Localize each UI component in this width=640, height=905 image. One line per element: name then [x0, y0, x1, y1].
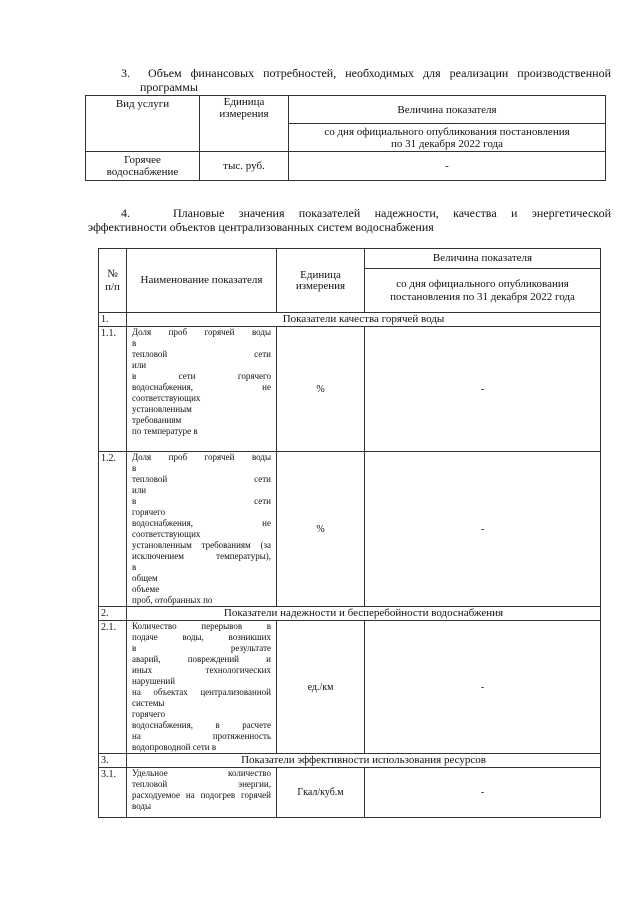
row-name-line: в сети [132, 496, 271, 506]
row-name-line: в [132, 338, 137, 348]
col-header-name: Наименование показателя [127, 249, 277, 313]
row-name-line: по температуре в [132, 426, 198, 436]
row-name-line: водоснабжения, не [132, 518, 271, 528]
section-num: 2. [99, 607, 127, 621]
col-header-period: со дня официального опубликования постановления по 31 декабря 2022 года [289, 124, 606, 152]
row-name-line: горячего [132, 507, 166, 517]
row-name-line: в [132, 562, 137, 572]
row-name-line: Доля проб горячей воды [132, 327, 271, 337]
row-name [127, 452, 277, 607]
row-name-line: соответствующих [132, 529, 201, 539]
row-name [127, 621, 277, 754]
row-num: 1.2. [99, 452, 127, 607]
row-name-line: или [132, 485, 147, 495]
row-name-line: тепловой энергии, [132, 779, 271, 789]
section4-heading [121, 206, 611, 220]
row-num: 3.1. [99, 768, 127, 818]
col-header-value: Величина показателя [289, 96, 606, 124]
section3-number: 3. [121, 66, 130, 80]
row-name-line: воды [132, 801, 152, 811]
row-name-line: объеме [132, 584, 160, 594]
col-header-period: со дня официального опубликования постановления по 31 декабря 2022 года [365, 269, 601, 313]
row-value: - [365, 768, 601, 818]
row-num: 1.1. [99, 327, 127, 452]
row-name-line: в результате [132, 643, 271, 653]
row-name-line: тепловой сети [132, 474, 271, 484]
section-num: 1. [99, 313, 127, 327]
row-name [127, 768, 277, 818]
row-name-line: соответствующих [132, 393, 201, 403]
row-unit: ед./км [277, 621, 365, 754]
row-name-line: на объектах централизованной [132, 687, 271, 697]
indicators-table [98, 248, 601, 818]
row-name-line: на протяженность [132, 731, 271, 741]
row-value: - [365, 452, 601, 607]
row-name [127, 327, 277, 452]
col-header-unit: Единица измерения [277, 249, 365, 313]
table-row [99, 621, 601, 754]
row-name-line: тепловой сети [132, 349, 271, 359]
row-name-line: расходуемое на подогрев горячей [132, 790, 271, 800]
row-name-line: установленным [132, 404, 192, 414]
table-row [99, 327, 601, 452]
section-num: 3. [99, 754, 127, 768]
row-name-line: установленным требованиям (за [132, 540, 271, 550]
section4-heading-line1: Плановые значения показателей надежности, качества и энергетической [172, 206, 611, 220]
service-cell: Горячее водоснабжение [86, 152, 200, 181]
row-name-line: водопроводной сети в [132, 742, 217, 752]
row-name-line: нарушений [132, 676, 176, 686]
section-row [99, 607, 601, 621]
row-name-line: подаче воды, возникших [132, 632, 271, 642]
row-unit: % [277, 327, 365, 452]
section-row [99, 754, 601, 768]
row-name-line: системы [132, 698, 165, 708]
financial-needs-table [85, 95, 606, 181]
row-name-line: или [132, 360, 147, 370]
section-title: Показатели качества горячей воды [127, 313, 601, 327]
section-title: Показатели эффективности использования ресурсов [127, 754, 601, 768]
row-name-line: в сети горячего [132, 371, 271, 381]
row-name-line: в [132, 463, 137, 473]
row-unit: Гкал/куб.м [277, 768, 365, 818]
unit-cell: тыс. руб. [200, 152, 289, 181]
col-header-num [99, 249, 127, 313]
section3-heading-line2: программы [140, 80, 198, 94]
value-cell: - [289, 152, 606, 181]
section-title: Показатели надежности и бесперебойности водоснабжения [127, 607, 601, 621]
table-row [86, 152, 606, 181]
row-name-line: требованиям [132, 415, 182, 425]
section4-heading-line2: эффективности объектов централизованных систем водоснабжения [88, 220, 434, 234]
row-value: - [365, 327, 601, 452]
section-row [99, 313, 601, 327]
row-name-line: Количество перерывов в [132, 621, 271, 631]
row-name-line: общем [132, 573, 158, 583]
row-unit: % [277, 452, 365, 607]
section4-number: 4. [121, 206, 130, 220]
row-name-line: Удельное количество [132, 768, 271, 778]
row-name-line: горячего [132, 709, 166, 719]
row-value: - [365, 621, 601, 754]
row-name-line: аварий, повреждений и [132, 654, 271, 664]
row-name-line: Доля проб горячей воды [132, 452, 271, 462]
section3-heading [121, 66, 611, 80]
col-header-value: Величина показателя [365, 249, 601, 269]
section3-heading-line1: Объем финансовых потребностей, необходимых для реализации производственной [148, 66, 611, 80]
row-name-line: исключением температуры), [132, 551, 271, 561]
col-header-unit: Единица измерения [200, 96, 289, 152]
row-name-line: проб, отобранных по [132, 595, 213, 605]
row-name-line: иных технологических [132, 665, 271, 675]
table-row [99, 768, 601, 818]
table-row [99, 452, 601, 607]
row-name-line: водоснабжения, не [132, 382, 271, 392]
row-num: 2.1. [99, 621, 127, 754]
col-header-num-text: № п/п [105, 267, 120, 293]
row-name-line: водоснабжения, в расчете [132, 720, 271, 730]
col-header-service: Вид услуги [86, 96, 200, 152]
